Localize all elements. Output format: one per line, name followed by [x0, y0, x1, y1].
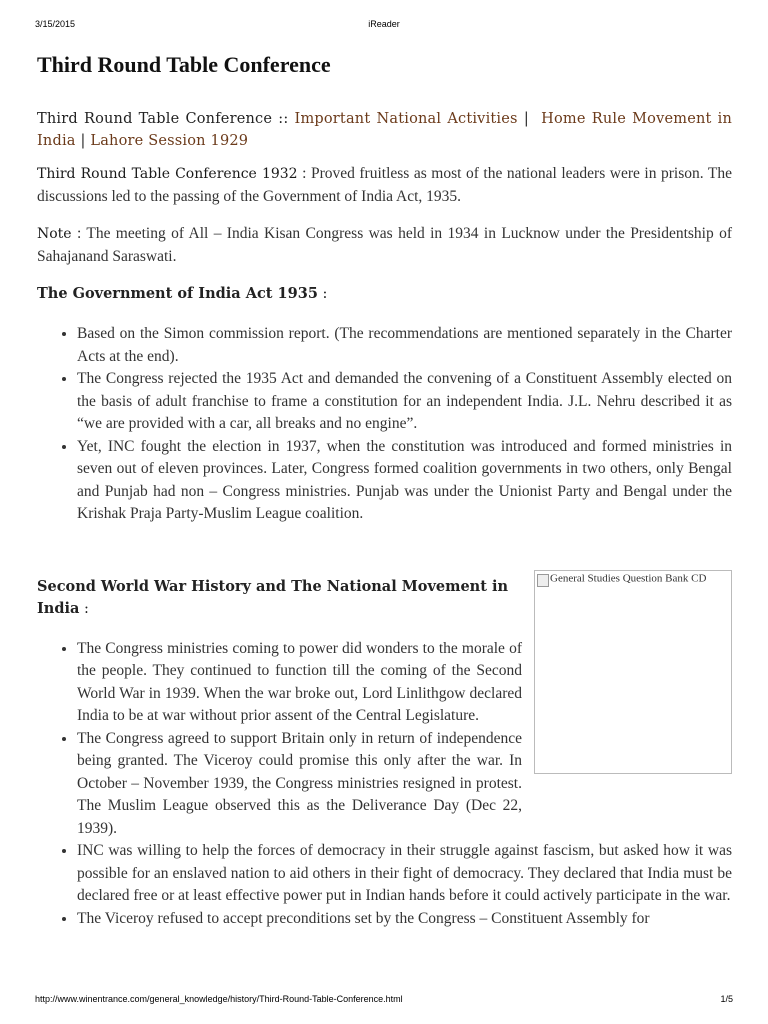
- breadcrumb: [37, 108, 732, 152]
- article: [37, 50, 732, 930]
- paragraph-third-rtc: [37, 163, 732, 208]
- page-title: Third Round Table Conference: [37, 52, 331, 77]
- print-url: http://www.winentrance.com/general_knowledge/history/Third-Round-Table-Conference.html: [35, 994, 403, 1004]
- print-footer: [35, 994, 733, 1006]
- link-home-rule-movement[interactable]: Home Rule Movement in India: [37, 111, 733, 149]
- note-lead: Note: [37, 226, 72, 242]
- list-item: • Yet, INC fought the election in 1937, when the constitution was introduced and formed ministries in seven out of eleven provinces. Later, Congress formed coalition governments in two others, only Bengal and Punjab had non – Congress ministries. Punjab was under the Unionist Party and Bengal under the Krishak Praja Party-Muslim League coalition.: [77, 436, 732, 526]
- list-item: • The Congress rejected the 1935 Act and demanded the convening of a Constituent Assembly elected on the basis of adult franchise to frame a constitution for an independent India. J.L. Nehru described it as “we are provided with a car, all breaks and no engine”.: [77, 368, 732, 436]
- link-lahore-session[interactable]: Lahore Session 1929: [90, 133, 249, 149]
- image-alt-text: General Studies Question Bank CD: [550, 572, 707, 585]
- list-item: • The Congress agreed to support Britain only in return of independence being granted. The Viceroy could promise this only after the war. In October – November 1939, the Congress ministries resigned in protest. The Muslim League observed this as the Deliverance Day (Dec 22, 1939).: [77, 728, 732, 841]
- broken-image-icon: [537, 574, 549, 587]
- link-separator: |: [80, 133, 86, 149]
- paragraph-note: [37, 223, 732, 268]
- link-important-national-activities[interactable]: Important National Activities: [294, 111, 518, 127]
- paragraph-text: : Proved fruitless as most of the national leaders were in prison. The discussions led to the passing of the Government of India Act, 1935.: [37, 165, 732, 205]
- broken-image[interactable]: [534, 570, 732, 774]
- print-app-name: iReader: [368, 19, 400, 29]
- breadcrumb-separator: ::: [278, 111, 289, 127]
- link-separator: |: [523, 111, 529, 127]
- paragraph-lead: Third Round Table Conference 1932: [37, 166, 298, 182]
- section-heading-ww2: Second World War History and The National Movement in India :: [37, 577, 509, 617]
- print-header: [35, 19, 733, 31]
- list-item: • Based on the Simon commission report. (The recommendations are mentioned separately in the Charter Acts at the end).: [77, 323, 732, 368]
- breadcrumb-current: Third Round Table Conference: [37, 111, 273, 127]
- print-date: 3/15/2015: [35, 19, 76, 29]
- section-heading-goi-act: The Government of India Act 1935 :: [37, 285, 328, 302]
- list-item: • The Congress ministries coming to power did wonders to the morale of the people. They continued to function till the coming of the Second World War in 1939. When the war broke out, Lord Linlithgow declared India to be at war without prior assent of the Central Legislature.: [77, 638, 732, 728]
- list-goi-act: [37, 323, 732, 526]
- note-text: : The meeting of All – India Kisan Congress was held in 1934 in Lucknow under the Presidentship of Sahajanand Saraswati.: [37, 225, 732, 265]
- list-item: • The Viceroy refused to accept preconditions set by the Congress – Constituent Assembly for: [77, 908, 732, 931]
- list-item: • INC was willing to help the forces of democracy in their struggle against fascism, but asked how it was possible for an enslaved nation to aid others in their fight of democracy. They declared that India must be declared free or at least effective power put in Indian hands before it could actively participate in the war.: [77, 840, 732, 908]
- section-ww2: [37, 572, 732, 931]
- print-page-number: 1/5: [720, 994, 733, 1004]
